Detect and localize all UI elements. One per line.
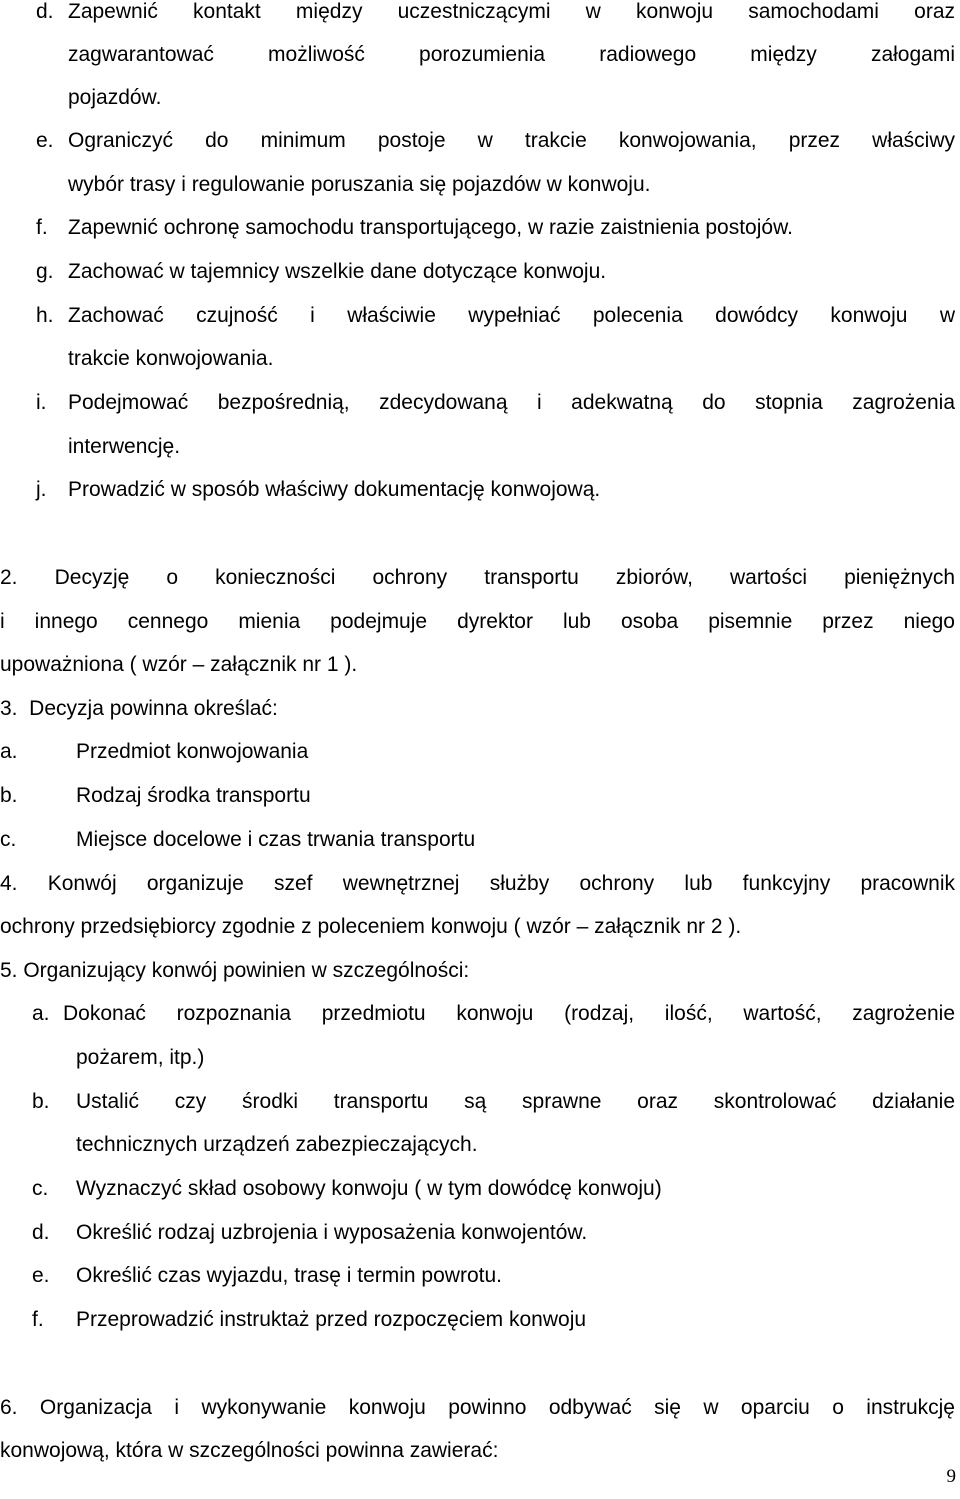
paragraph-heading: 5. Organizujący konwój powinien w szczególności: xyxy=(0,959,470,982)
paragraph-line: i innego cennego mienia podejmuje dyrektor lub osoba pisemnie przez niego xyxy=(0,610,955,633)
paragraph-line: 2. Decyzję o konieczności ochrony transportu zbiorów, wartości pieniężnych xyxy=(0,566,955,589)
item-label: i. xyxy=(36,391,47,414)
item-text-line: Ograniczyć do minimum postoje w trakcie konwojowania, przez właściwy xyxy=(68,129,955,152)
item-text-line: pojazdów. xyxy=(68,86,162,109)
paragraph-heading: 3. Decyzja powinna określać: xyxy=(0,697,278,720)
item-text-line: Prowadzić w sposób właściwy dokumentację konwojową. xyxy=(68,478,601,501)
item-label: f. xyxy=(36,216,48,239)
item-text-line: Zachować w tajemnicy wszelkie dane dotyczące konwoju. xyxy=(68,260,607,283)
item-text-line: technicznych urządzeń zabezpieczających. xyxy=(76,1133,478,1156)
item-text-line: Zapewnić ochronę samochodu transportującego, w razie zaistnienia postojów. xyxy=(68,216,793,239)
item-text-line: zagwarantować możliwość porozumienia radiowego między załogami xyxy=(68,43,955,66)
item-label: h. xyxy=(36,304,54,327)
item-label: c. xyxy=(0,828,17,851)
item-text-line: trakcie konwojowania. xyxy=(68,347,274,370)
item-text-line: Wyznaczyć skład osobowy konwoju ( w tym dowódcę konwoju) xyxy=(76,1177,662,1200)
item-text-line: Podejmować bezpośrednią, zdecydowaną i adekwatną do stopnia zagrożenia xyxy=(68,391,955,414)
item-text-line: interwencję. xyxy=(68,435,181,458)
item-label: b. xyxy=(0,784,18,807)
paragraph-line: 6. Organizacja i wykonywanie konwoju powinno odbywać się w oparciu o instrukcję xyxy=(0,1396,955,1419)
item-text-line: Określić rodzaj uzbrojenia i wyposażenia konwojentów. xyxy=(76,1221,588,1244)
item-text-line: Dokonać rozpoznania przedmiotu konwoju (rodzaj, ilość, wartość, zagrożenie xyxy=(63,1002,955,1025)
item-text-line: Ustalić czy środki transportu są sprawne oraz skontrolować działanie xyxy=(76,1090,955,1113)
item-text-line: Miejsce docelowe i czas trwania transportu xyxy=(76,828,476,851)
paragraph-line: ochrony przedsiębiorcy zgodnie z poleceniem konwoju ( wzór – załącznik nr 2 ). xyxy=(0,915,742,938)
item-text-line: Przeprowadzić instruktaż przed rozpoczęciem konwoju xyxy=(76,1308,587,1331)
item-label: a. xyxy=(32,1002,50,1025)
item-label: c. xyxy=(32,1177,49,1200)
item-label: f. xyxy=(32,1308,44,1331)
item-text-line: Zachować czujność i właściwie wypełniać polecenia dowódcy konwoju w xyxy=(68,304,955,327)
item-label: e. xyxy=(36,129,54,152)
item-label: g. xyxy=(36,260,54,283)
item-label: b. xyxy=(32,1090,50,1113)
paragraph-line: 4. Konwój organizuje szef wewnętrznej służby ochrony lub funkcyjny pracownik xyxy=(0,872,955,895)
item-label: a. xyxy=(0,740,18,763)
item-text-line: wybór trasy i regulowanie poruszania się pojazdów w konwoju. xyxy=(68,173,651,196)
paragraph-line: upoważniona ( wzór – załącznik nr 1 ). xyxy=(0,653,358,676)
page-number: 9 xyxy=(946,1466,956,1487)
item-text-line: Określić czas wyjazdu, trasę i termin powrotu. xyxy=(76,1264,502,1287)
paragraph-line: konwojową, która w szczególności powinna zawierać: xyxy=(0,1439,499,1462)
item-label: e. xyxy=(32,1264,50,1287)
item-text-line: pożarem, itp.) xyxy=(76,1046,205,1069)
item-label: d. xyxy=(36,0,54,23)
item-text-line: Przedmiot konwojowania xyxy=(76,740,309,763)
item-label: j. xyxy=(36,478,47,501)
item-label: d. xyxy=(32,1221,50,1244)
item-text-line: Zapewnić kontakt między uczestniczącymi w konwoju samochodami oraz xyxy=(68,0,955,23)
item-text-line: Rodzaj środka transportu xyxy=(76,784,311,807)
